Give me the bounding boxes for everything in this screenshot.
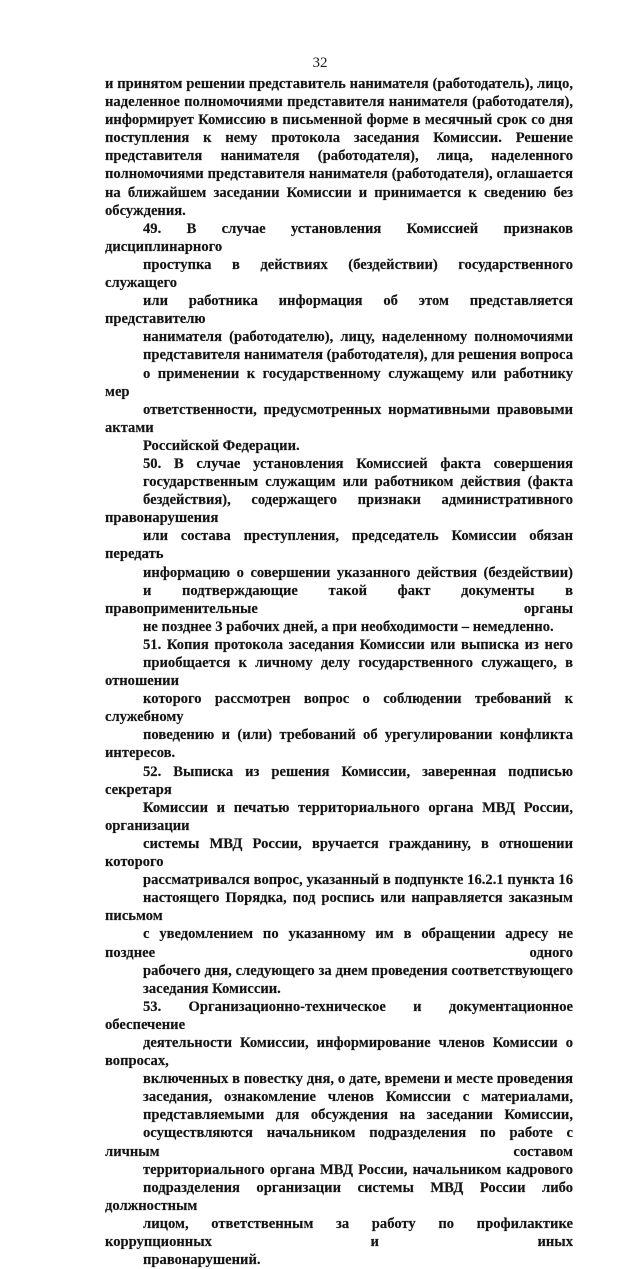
text-line: рабочего дня, следующего за днем проведения соответствующего <box>143 962 573 979</box>
text-line: поступления к нему протокола заседания Комиссии. Решение <box>105 130 573 147</box>
text-line: или работника информация об этом представляется представителю <box>105 293 573 328</box>
text-line: проступка в действиях (бездействии) государственного служащего <box>105 256 573 292</box>
text-line: которого рассмотрен вопрос о соблюдении требований к служебному <box>105 691 573 726</box>
document-body <box>105 75 573 1269</box>
text-line: 51. Копия протокола заседания Комиссии или выписка из него <box>143 636 573 653</box>
text-line: и принятом решении представитель нанимателя (работодатель), лицо, <box>105 76 573 92</box>
text-line: представляемыми для обсуждения на заседании Комиссии, <box>143 1107 573 1124</box>
text-line: включенных в повестку дня, о дате, времени и месте проведения <box>143 1071 573 1088</box>
text-line: с уведомлением по указанному им в обращении адресу не позднее одного <box>105 926 573 961</box>
text-line: полномочиями представителя нанимателя (работодателя), оглашается <box>105 166 573 183</box>
text-line: лицом, ответственным за работу по профилактике коррупционных и иных <box>105 1215 573 1250</box>
text-line: обсуждения. <box>105 202 186 219</box>
text-line: системы МВД России, вручается гражданину, в отношении которого <box>105 835 573 871</box>
page-number: 32 <box>312 55 328 71</box>
text-line: наделенное полномочиями представителя нанимателя (работодателя), <box>105 94 573 111</box>
text-line: настоящего Порядка, под роспись или направляется заказным письмом <box>105 890 573 925</box>
text-line: 52. Выписка из решения Комиссии, заверенная подписью секретаря <box>105 763 573 798</box>
text-line: ответственности, предусмотренных нормативными правовыми актами <box>105 401 573 436</box>
text-line: территориального органа МВД России, начальником кадрового <box>143 1161 573 1178</box>
paragraph <box>105 220 573 455</box>
text-line: не позднее 3 рабочих дней, а при необходимости – немедленно. <box>143 618 554 635</box>
text-line: рассматривался вопрос, указанный в подпункте 16.2.1 пункта 16 <box>143 872 573 889</box>
text-line: поведению и (или) требований об урегулировании конфликта интересов. <box>105 727 573 762</box>
text-line: информацию о совершении указанного действия (бездействии) <box>143 564 573 581</box>
text-line: заседания, ознакомление членов Комиссии с материалами, <box>143 1089 573 1106</box>
text-line: правонарушений. <box>143 1252 261 1269</box>
text-line: на ближайшем заседании Комиссии и принимается к сведению без <box>105 184 573 201</box>
text-line: приобщается к личному делу государственного служащего, в отношении <box>105 655 573 690</box>
text-line: заседания Комиссии. <box>143 980 281 997</box>
text-line: о применении к государственному служащему или работнику мер <box>105 365 573 400</box>
text-line: представителя нанимателя (работодателя), для решения вопроса <box>143 347 573 364</box>
text-line: и подтверждающие такой факт документы в правоприменительные органы <box>105 582 573 617</box>
text-line: Российской Федерации. <box>143 437 300 454</box>
text-line: 49. В случае установления Комиссией признаков дисциплинарного <box>105 220 573 255</box>
text-line: представителя нанимателя (работодателя), лица, наделенного <box>105 148 573 165</box>
text-line: бездействия), содержащего признаки административного правонарушения <box>105 492 573 527</box>
text-line: или состава преступления, председатель Комиссии обязан передать <box>105 528 573 563</box>
paragraph <box>105 763 573 998</box>
paragraph <box>105 455 573 636</box>
text-line: нанимателя (работодателю), лицу, наделенному полномочиями <box>143 329 573 346</box>
text-line: деятельности Комиссии, информирование членов Комиссии о вопросах, <box>105 1034 573 1070</box>
text-line: государственным служащим или работником действия (факта <box>143 474 573 491</box>
paragraph <box>105 636 573 763</box>
text-line: информирует Комиссию в письменной форме в месячный срок со дня <box>105 112 573 129</box>
paragraph <box>105 998 573 1269</box>
text-line: Комиссии и печатью территориального органа МВД России, организации <box>105 799 573 834</box>
paragraph <box>105 75 573 220</box>
text-line: 53. Организационно-техническое и документационное обеспечение <box>105 998 573 1033</box>
text-line: осуществляются начальником подразделения по работе с личным составом <box>105 1125 573 1160</box>
text-line: 50. В случае установления Комиссией факта совершения <box>143 455 573 472</box>
text-line: подразделения организации системы МВД России либо должностным <box>105 1179 573 1214</box>
